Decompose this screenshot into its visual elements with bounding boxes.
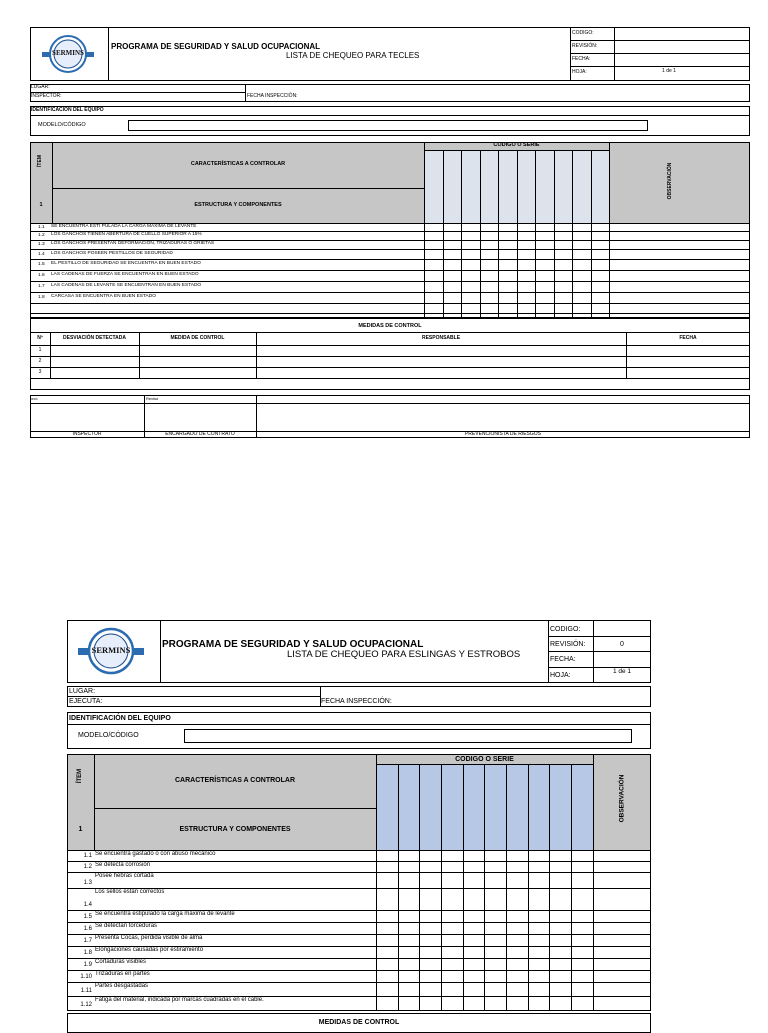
medidas-row-num: 2: [38, 358, 42, 364]
inspector-label: INSPECTOR:: [31, 93, 62, 99]
codigo-label: CODIGO:: [572, 30, 594, 36]
observacion-header: OBSERVACIÓN: [618, 774, 626, 823]
item-text: LAS CADENAS DE LEVANTE SE ENCUENTRAN EN BUEN ESTADO: [51, 283, 202, 288]
item-number: 1.6: [38, 273, 45, 278]
row-line: [67, 958, 651, 959]
signature-encargado: ENCARGADO DE CONTRATO: [165, 431, 235, 437]
row-line: [30, 270, 750, 271]
signature-inspector: INSPECTOR: [72, 431, 102, 437]
section-title: ESTRUCTURA Y COMPONENTES: [194, 202, 282, 208]
item-text: Fatiga del material, indicada por marcas cuadradas en el cable.: [95, 997, 264, 1003]
item-number: 1.2: [38, 233, 45, 238]
medidas-col-num: Nº: [37, 335, 43, 341]
company-logo: [76, 625, 146, 677]
row-line: [30, 303, 750, 304]
item-number: 1.4: [83, 902, 92, 908]
logo-text: SERMINS: [52, 49, 84, 57]
codigo-serie-header: CODIGO O SERIE: [455, 756, 514, 763]
hoja-value: 1 de 1: [612, 668, 632, 675]
hoja-label: HOJA:: [572, 69, 587, 75]
aprobo-label: ovó: [31, 396, 38, 401]
revision-label: REVISIÓN:: [550, 641, 586, 648]
ident-label: IDENTIFICACIÓN DEL EQUIPO: [69, 715, 171, 722]
item-number: 1.3: [38, 242, 45, 247]
codigo-label: CODIGO:: [550, 626, 581, 633]
item-text: Se encuentra gastado o con abuso mecánico: [95, 851, 216, 857]
medidas-title: MEDIDAS DE CONTROL: [358, 323, 422, 329]
item-text: SE ENCUENTRA ESTI PULADA LA CARGA MAXIMA DE LEVANTE: [51, 224, 197, 229]
item-text: LOS GANCHOS POSEEN PESTILLOS DE SEGURIDAD: [51, 251, 173, 256]
row-line: [30, 292, 750, 293]
revision-label: REVISIÓN:: [572, 43, 598, 49]
medidas-col-fecha: FECHA: [679, 335, 697, 341]
item-text: Trizaduras en partes: [95, 971, 150, 977]
item-header: ÍTEM: [77, 768, 83, 784]
list-title: LISTA DE CHEQUEO PARA TECLES: [286, 51, 420, 60]
section-number: 1: [78, 826, 83, 833]
item-number: 1.5: [83, 914, 92, 920]
program-title: PROGRAMA DE SEGURIDAD Y SALUD OCUPACIONAL: [111, 42, 321, 51]
item-text: Los sellos están correctos: [95, 889, 165, 895]
medidas-col-medida: MEDIDA DE CONTROL: [170, 335, 225, 341]
medidas-title: MEDIDAS DE CONTROL: [318, 1019, 400, 1026]
item-text: LAS CADENAS DE FUERZA SE ENCUENTRAN EN BUEN ESTADO: [51, 272, 199, 277]
item-text: Presenta Cocas, perdida visible de alma: [95, 935, 203, 941]
section-number: 1: [39, 202, 43, 208]
item-text: CARCASA SE ENCUENTRA EN BUEN ESTADO: [51, 294, 156, 299]
lugar-label: LUGAR:: [69, 688, 96, 695]
item-number: 1.2: [83, 864, 92, 870]
caracteristicas-header: CARACTERÍSTICAS A CONTROLAR: [174, 777, 296, 784]
checklist-table: [67, 754, 651, 1011]
fecha-label: FECHA:: [550, 656, 576, 663]
medidas-row-num: 3: [38, 369, 42, 375]
item-text: Posee hebras cortada: [95, 873, 154, 879]
modelo-input[interactable]: [184, 729, 632, 743]
modelo-input[interactable]: [128, 120, 648, 131]
section-title: ESTRUCTURA Y COMPONENTES: [179, 826, 291, 833]
item-text: LOS GANCHOS TIENEN ABERTURA DE CUELLO SUPERIOR A 15%: [51, 232, 202, 237]
codigo-serie-header: CODIGO O SERIE: [493, 142, 540, 148]
item-number: 1.12: [80, 1002, 92, 1008]
signature-prevencionista: PREVENCIONISTA DE RIESGOS: [464, 431, 542, 437]
fecha-inspeccion-label: FECHA INSPECCIÓN:: [321, 698, 392, 705]
caracteristicas-header: CARACTERÍSTICAS A CONTROLAR: [190, 161, 286, 167]
lugar-section: [30, 84, 750, 102]
fecha-inspeccion-label: FECHA INSPECCIÓN:: [247, 93, 298, 99]
item-number: 1.8: [38, 295, 45, 300]
item-text: Se encuentra estipulado la carga máxima de levante: [95, 911, 235, 917]
medidas-col-desviacion: DESVIACIÓN DETECTADA: [63, 335, 126, 341]
row-line: [67, 982, 651, 983]
company-logo: [40, 33, 96, 75]
program-title: PROGRAMA DE SEGURIDAD Y SALUD OCUPACIONAL: [162, 639, 424, 650]
medidas-row-num: 1: [38, 347, 42, 353]
item-header: ÍTEM: [37, 155, 43, 167]
revision-value: 0: [620, 641, 624, 648]
medidas-col-responsable: RESPONSABLE: [421, 335, 461, 341]
row-line: [30, 313, 750, 314]
fecha-label: FECHA:: [572, 56, 591, 62]
modelo-label: MODELO/CÓDIGO: [38, 122, 86, 128]
lugar-label: LUGAR:: [31, 84, 50, 90]
row-line: [67, 861, 651, 862]
hoja-label: HOJA:: [550, 672, 571, 679]
row-line: [67, 970, 651, 971]
hoja-value: 1 de 1: [662, 68, 676, 74]
item-number: 1.7: [38, 284, 45, 289]
row-line: [30, 259, 750, 260]
item-number: 1.4: [38, 252, 45, 257]
item-number: 1.3: [83, 880, 92, 886]
item-number: 1.8: [83, 950, 92, 956]
logo-text: SERMINS: [91, 645, 131, 655]
item-number: 1.6: [83, 926, 92, 932]
row-line: [30, 281, 750, 282]
item-text: LOS GANCHOS PRESENTAN DEFORMACION, TRIZADURAS O GRIETAS: [51, 241, 215, 246]
observacion-header: OBSERVACIÓN: [667, 162, 673, 200]
item-text: EL PESTILLO DE SEGURIDAD SE ENCUENTRA EN BUEN ESTADO: [51, 261, 201, 266]
reviso-label: Revisó: [146, 396, 159, 401]
item-number: 1.1: [38, 225, 45, 230]
item-number: 1.11: [80, 988, 92, 994]
item-number: 1.1: [83, 853, 92, 859]
item-text: Cortaduras visibles: [95, 959, 147, 965]
item-text: Elongaciones causadas por estiramiento: [95, 947, 204, 953]
row-line: [67, 872, 651, 873]
item-number: 1.9: [83, 962, 92, 968]
item-number: 1.5: [38, 262, 45, 267]
list-title: LISTA DE CHEQUEO PARA ESLINGAS Y ESTROBOS: [287, 649, 521, 660]
row-line: [67, 1010, 651, 1011]
item-number: 1.7: [83, 938, 92, 944]
item-text: Se detecta corrosión: [95, 862, 151, 868]
modelo-label: MODELO/CÓDIGO: [78, 732, 139, 739]
item-number: 1.10: [80, 974, 92, 980]
item-text: Partes desgastadas: [95, 983, 149, 989]
row-line: [30, 249, 750, 250]
ejecuta-label: EJECUTA:: [69, 698, 103, 705]
ident-label: IDENTIFICACIÓN DEL EQUIPO: [31, 107, 104, 113]
item-text: Se detectan torceduras: [95, 923, 158, 929]
